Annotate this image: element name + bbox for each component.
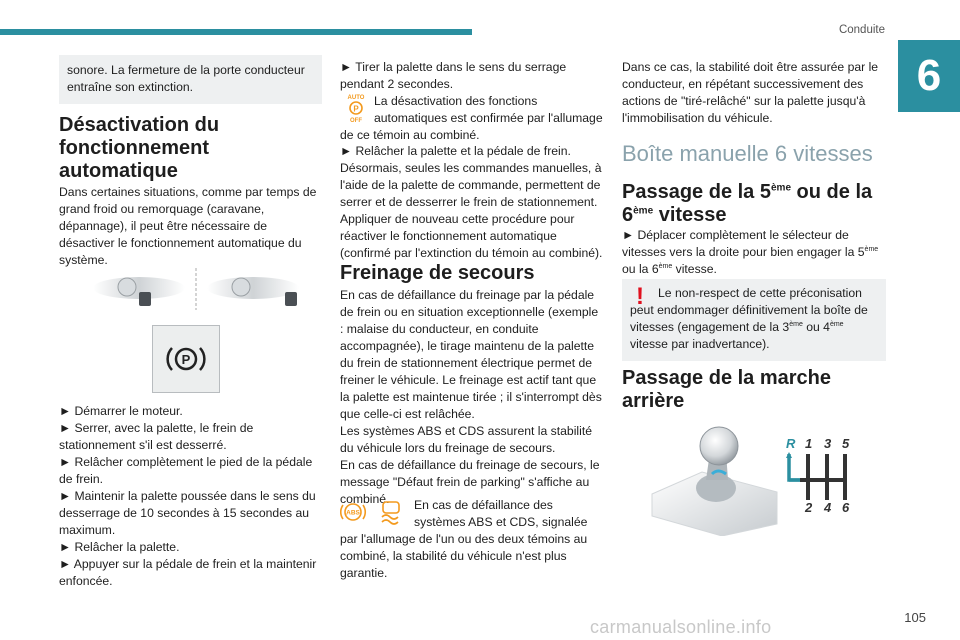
emergency-braking-paragraph: En cas de défaillance du freinage par la pédale de frein ou en situation exceptionnelle (exemple : malaise du conducteur, en conduite accompagnée), le tirage maintenu de la palette du frein de stationnement électrique permet de freiner le véhicule. Le freinage est actif tant que la palette est maintenue tirée ; il s'interrompt dès que celle-ci est relâchée. (340, 288, 602, 421)
svg-text:R: R (786, 436, 796, 451)
step-item: ► Relâcher complètement le pied de la pédale de frein. (59, 455, 313, 486)
section-heading-deactivation: Désactivation du fonctionnement automatique (59, 114, 220, 182)
release-step: ► Relâcher la palette et la pédale de frein. (340, 144, 571, 158)
svg-text:6: 6 (842, 500, 850, 514)
deactivation-steps (59, 403, 322, 590)
svg-text:3: 3 (824, 436, 832, 451)
svg-text:2: 2 (805, 500, 813, 514)
continued-note-box (59, 55, 322, 104)
chapter-badge: 6 (898, 40, 960, 112)
heading-reverse-gear: Passage de la marche arrière (622, 367, 832, 412)
auto-off-confirmation (340, 93, 603, 144)
auto-off-warning-icon (344, 93, 368, 123)
svg-text:1: 1 (805, 436, 813, 451)
svg-text:4: 4 (824, 500, 832, 514)
pull-step: ► Tirer la palette dans le sens du serrage pendant 2 secondes. (340, 60, 567, 91)
step-item: ► Relâcher la palette. (59, 540, 180, 554)
heading-5th-6th-gear: Passage de la 5ème ou de la 6ème vitesse (622, 181, 873, 226)
release-and-manual-info (340, 143, 603, 262)
deactivation-intro: Dans certaines situations, comme par temps de grand froid ou remorquage (caravane, dépannage), il peut être nécessaire de désactiver le fonctionnement automatique du système. (59, 185, 317, 267)
abs-failure-paragraph: En cas de défaillance des systèmes ABS et CDS, signalée par l'allumage de l'un ou des deux témoins au combiné, la stabilité du véhicule n'est plus garantie. (340, 498, 588, 580)
abs-and-stability-warning-icons (340, 499, 408, 525)
step-item: ► Appuyer sur la pédale de frein et la maintenir enfoncée. (59, 557, 317, 588)
auto-off-confirm-text: La désactivation des fonctions automatiques est confirmée par l'allumage de ce témoin au combiné. (340, 94, 603, 142)
gear-knob-illustration (642, 424, 782, 536)
section-title-manual-gearbox: Boîte manuelle 6 vitesses (622, 141, 873, 166)
section-header-title: Conduite (838, 24, 885, 36)
steering-wheel-illustration (89, 266, 303, 314)
abs-failure-note (340, 497, 603, 582)
watermark: carmanualsonline.info (590, 617, 772, 637)
svg-text:OFF: OFF (350, 118, 362, 123)
warning-text: Le non-respect de cette préconisation peut endommager définitivement la boîte de vitesses (engagement de la 3ème ou 4ème vitesse par inadvertance). (630, 286, 868, 351)
svg-text:P: P (353, 104, 359, 114)
manual-mode-paragraph: Désormais, seules les commandes manuelles, à l'aide de la palette de commande, permettent de serrer et de desserrer le frein de stationnement. Appliquer de nouveau cette procédure pour réactiver le fonctionnement automatique (confirmé par l'extinction du témoin au combiné). (340, 161, 603, 260)
gear-selector-step: ► Déplacer complètement le sélecteur de vitesses vers la droite pour bien engager la 5ème ou la 6ème vitesse. (622, 228, 879, 276)
step-item: ► Maintenir la palette poussée dans le sens du desserrage de 10 secondes à 15 secondes au maximum. (59, 489, 316, 537)
emergency-braking-text (340, 287, 603, 508)
failure-message-paragraph: En cas de défaillance du freinage de secours, le message "Défaut frein de parking" s'affiche au combiné. (340, 458, 600, 506)
stability-paragraph: Dans ce cas, la stabilité doit être assurée par le conducteur, en répétant successivement des actions de "tiré-relâché" sur la palette jusqu'à l'immobilisation du véhicule. (622, 60, 879, 125)
warning-exclamation-icon: ! (636, 283, 644, 310)
park-brake-button-illustration (152, 325, 220, 393)
park-brake-icon (166, 342, 206, 376)
svg-text:P: P (181, 352, 191, 367)
gear-shift-pattern-diagram (782, 434, 856, 514)
warning-box (622, 279, 886, 361)
top-accent-bar (0, 29, 472, 35)
section-heading-emergency-braking: Freinage de secours (340, 262, 535, 284)
continued-note-text: sonore. La fermeture de la porte conducteur entraîne son extinction. (67, 63, 305, 94)
svg-text:ABS: ABS (346, 509, 360, 517)
page-number: 105 (904, 610, 926, 625)
svg-text:AUTO: AUTO (347, 95, 365, 101)
step-item: ► Démarrer le moteur. (59, 404, 183, 418)
step-item: ► Serrer, avec la palette, le frein de stationnement s'il est desserré. (59, 421, 254, 452)
abs-cds-paragraph: Les systèmes ABS et CDS assurent la stabilité du véhicule lors du freinage de secours. (340, 424, 592, 455)
svg-text:5: 5 (842, 436, 850, 451)
